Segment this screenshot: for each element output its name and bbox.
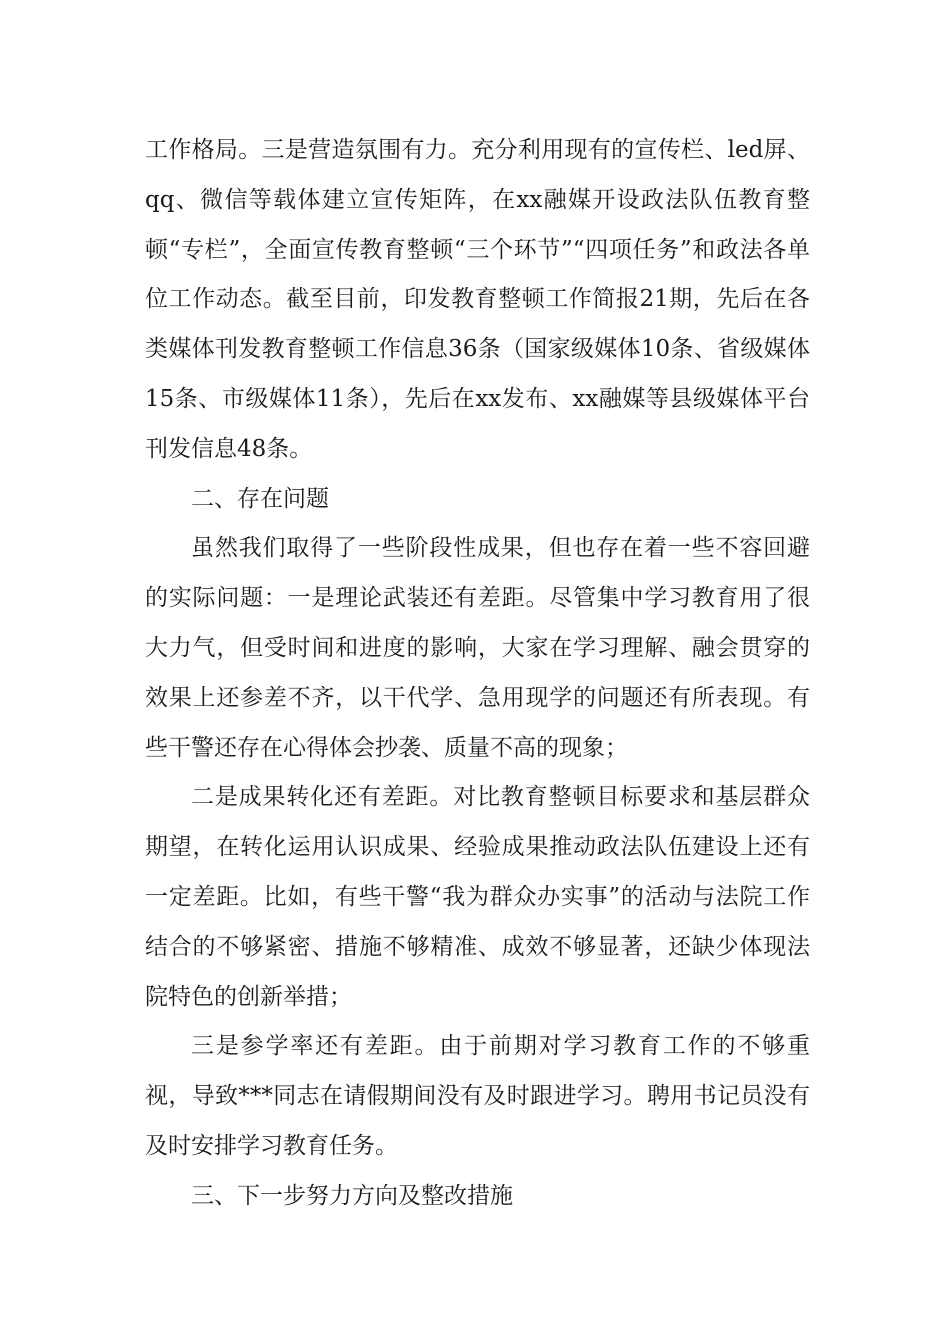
document-body (145, 126, 810, 1222)
section-heading-problems: 二、存在问题 (191, 485, 329, 512)
paragraph-publicity: 工作格局。三是营造氛围有力。充分利用现有的宣传栏、led屏、qq、微信等载体建立宣传矩阵，在xx融媒开设政法队伍教育整顿“专栏”，全面宣传教育整顿“三个环节”“四项任务”和政法各单位工作动态。截至目前，印发教育整顿工作简报21期，先后在各类媒体刊发教育整顿工作信息36条（国家级媒体10条、省级媒体15条、市级媒体11条），先后在xx发布、xx融媒等县级媒体平台刊发信息48条。 (145, 137, 810, 462)
paragraph-outcome-gap: 二是成果转化还有差距。对比教育整顿目标要求和基层群众期望，在转化运用认识成果、经验成果推动政法队伍建设上还有一定差距。比如，有些干警“我为群众办实事”的活动与法院工作结合的不够紧密、措施不够精准、成效不够显著，还缺少体现法院特色的创新举措； (145, 784, 810, 1010)
section-heading-next-steps: 三、下一步努力方向及整改措施 (191, 1182, 513, 1209)
paragraph-theory-gap: 虽然我们取得了一些阶段性成果，但也存在着一些不容回避的实际问题：一是理论武装还有差距。尽管集中学习教育用了很大力气，但受时间和进度的影响，大家在学习理解、融会贯穿的效果上还参差不齐，以干代学、急用现学的问题还有所表现。有些干警还存在心得体会抄袭、质量不高的现象； (145, 535, 810, 761)
paragraph-participation-gap: 三是参学率还有差距。由于前期对学习教育工作的不够重视，导致***同志在请假期间没有及时跟进学习。聘用书记员没有及时安排学习教育任务。 (145, 1033, 810, 1159)
